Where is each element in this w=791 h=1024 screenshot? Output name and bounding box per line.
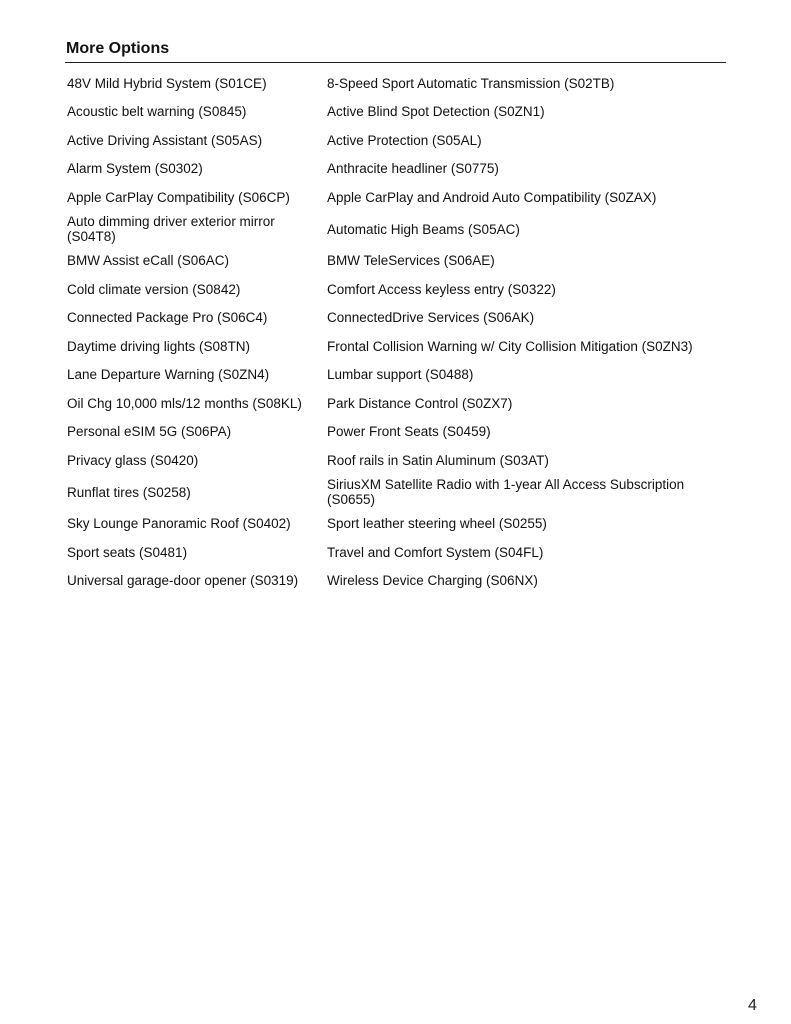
option-item-right: Travel and Comfort System (S04FL) bbox=[327, 544, 544, 560]
option-item-right: Apple CarPlay and Android Auto Compatibility (S0ZAX) bbox=[327, 189, 657, 205]
option-row bbox=[65, 126, 726, 155]
option-item-right: Wireless Device Charging (S06NX) bbox=[327, 573, 538, 589]
option-item-left: Acoustic belt warning (S0845) bbox=[67, 104, 247, 120]
section-divider bbox=[65, 62, 726, 63]
option-row bbox=[65, 475, 726, 510]
option-row bbox=[65, 183, 726, 212]
option-item-left: Cold climate version (S0842) bbox=[67, 281, 241, 297]
option-item-right: Anthracite headliner (S0775) bbox=[327, 161, 499, 177]
option-item-right: Active Blind Spot Detection (S0ZN1) bbox=[327, 104, 545, 120]
option-item-right: Park Distance Control (S0ZX7) bbox=[327, 395, 513, 411]
option-row bbox=[65, 212, 726, 247]
option-row bbox=[65, 418, 726, 447]
option-row bbox=[65, 155, 726, 184]
option-item-right: 8-Speed Sport Automatic Transmission (S02TB) bbox=[327, 75, 615, 91]
option-item-right: Power Front Seats (S0459) bbox=[327, 424, 491, 440]
page-number: 4 bbox=[748, 997, 757, 1014]
option-item-left: Apple CarPlay Compatibility (S06CP) bbox=[67, 189, 290, 205]
option-item-right: ConnectedDrive Services (S06AK) bbox=[327, 310, 535, 326]
option-item-left: Daytime driving lights (S08TN) bbox=[67, 338, 251, 354]
options-table-body bbox=[65, 69, 726, 595]
option-row bbox=[65, 567, 726, 596]
option-row bbox=[65, 510, 726, 539]
option-item-right: Sport leather steering wheel (S0255) bbox=[327, 516, 547, 532]
option-item-left: Auto dimming driver exterior mirror (S04T8) bbox=[67, 214, 275, 244]
section-title: More Options bbox=[66, 40, 170, 57]
option-row bbox=[65, 332, 726, 361]
option-row bbox=[65, 247, 726, 276]
option-item-right: Roof rails in Satin Aluminum (S03AT) bbox=[327, 452, 549, 468]
option-item-left: Lane Departure Warning (S0ZN4) bbox=[67, 367, 270, 383]
option-item-left: Alarm System (S0302) bbox=[67, 161, 203, 177]
option-row bbox=[65, 361, 726, 390]
option-row bbox=[65, 98, 726, 127]
option-row bbox=[65, 538, 726, 567]
option-item-left: Personal eSIM 5G (S06PA) bbox=[67, 424, 232, 440]
option-item-right: Comfort Access keyless entry (S0322) bbox=[327, 281, 556, 297]
option-item-left: Active Driving Assistant (S05AS) bbox=[67, 132, 263, 148]
option-item-left: Connected Package Pro (S06C4) bbox=[67, 310, 268, 326]
option-item-left: Privacy glass (S0420) bbox=[67, 452, 199, 468]
option-item-right: Automatic High Beams (S05AC) bbox=[327, 221, 520, 237]
option-item-left: BMW Assist eCall (S06AC) bbox=[67, 253, 230, 269]
option-item-left: 48V Mild Hybrid System (S01CE) bbox=[67, 75, 267, 91]
option-row bbox=[65, 69, 726, 98]
option-row bbox=[65, 389, 726, 418]
option-item-right: SiriusXM Satellite Radio with 1-year All Access Subscription (S0655) bbox=[327, 477, 685, 507]
option-item-right: BMW TeleServices (S06AE) bbox=[327, 253, 495, 269]
option-row bbox=[65, 446, 726, 475]
option-item-right: Active Protection (S05AL) bbox=[327, 132, 482, 148]
option-row bbox=[65, 275, 726, 304]
option-row bbox=[65, 304, 726, 333]
option-item-left: Runflat tires (S0258) bbox=[67, 484, 191, 500]
more-options-section bbox=[65, 38, 726, 595]
option-item-left: Universal garage-door opener (S0319) bbox=[67, 573, 299, 589]
option-item-left: Sport seats (S0481) bbox=[67, 544, 188, 560]
option-item-right: Frontal Collision Warning w/ City Collision Mitigation (S0ZN3) bbox=[327, 338, 693, 354]
option-item-left: Oil Chg 10,000 mls/12 months (S08KL) bbox=[67, 395, 302, 411]
option-item-left: Sky Lounge Panoramic Roof (S0402) bbox=[67, 516, 291, 532]
option-item-right: Lumbar support (S0488) bbox=[327, 367, 474, 383]
options-table bbox=[65, 69, 726, 595]
